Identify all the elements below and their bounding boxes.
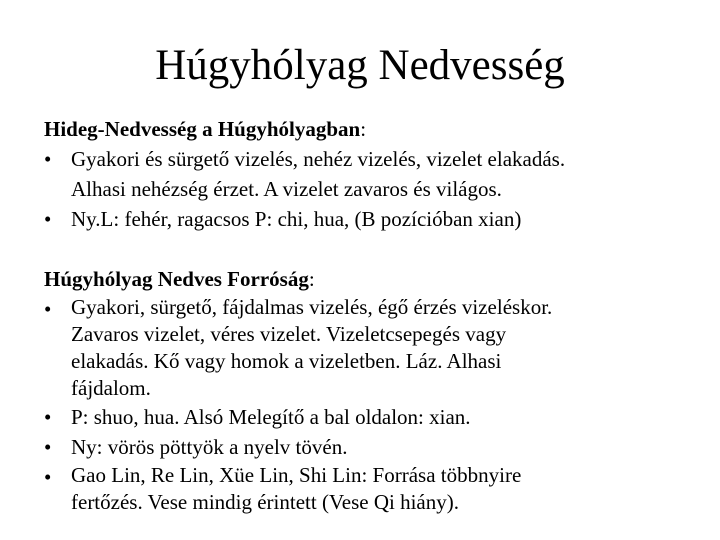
bullet-line: Ny.L: fehér, ragacsos P: chi, hua, (B pozícióban xian)	[71, 207, 522, 231]
bullet-line: fájdalom.	[71, 376, 151, 400]
section-heading	[44, 114, 704, 144]
slide-content	[44, 114, 704, 516]
bullet-line: Gyakori, sürgető, fájdalmas vizelés, égő érzés vizeléskor.	[71, 295, 553, 319]
bullet-item	[44, 462, 704, 516]
bullet-list	[44, 294, 704, 516]
bullet-line: Gyakori és sürgető vizelés, nehéz vizelés, vizelet elakadás.	[71, 147, 566, 171]
section-heading-colon: :	[308, 267, 315, 291]
bullet-icon: •	[44, 405, 52, 429]
section-heading-text: Húgyhólyag Nedves Forróság	[44, 267, 309, 291]
section-heading-text: Hideg-Nedvesség a Húgyhólyagban	[44, 117, 361, 141]
bullet-icon: •	[44, 465, 52, 489]
bullet-line: P: shuo, hua. Alsó Melegítő a bal oldalon: xian.	[71, 405, 471, 429]
bullet-line: Zavaros vizelet, véres vizelet. Vizeletcsepegés vagy	[71, 322, 507, 346]
bullet-icon: •	[44, 435, 52, 459]
bullet-item	[44, 294, 704, 402]
section-damp-heat	[44, 264, 704, 516]
bullet-icon: •	[44, 147, 52, 171]
section-heading-colon: :	[360, 117, 367, 141]
bullet-item	[44, 402, 704, 432]
section-cold-dampness	[44, 114, 704, 234]
bullet-icon: •	[44, 207, 52, 231]
bullet-item	[44, 144, 704, 204]
bullet-list	[44, 144, 704, 234]
bullet-icon: •	[44, 297, 52, 321]
slide-title: Húgyhólyag Nedvesség	[155, 42, 565, 89]
section-heading	[44, 264, 704, 294]
bullet-line: fertőzés. Vese mindig érintett (Vese Qi hiány).	[71, 490, 459, 514]
bullet-item	[44, 432, 704, 462]
bullet-line: elakadás. Kő vagy homok a vizeletben. Láz. Alhasi	[71, 349, 502, 373]
bullet-line: Alhasi nehézség érzet. A vizelet zavaros és világos.	[71, 177, 502, 201]
bullet-item	[44, 204, 704, 234]
bullet-line: Ny: vörös pöttyök a nyelv tövén.	[71, 435, 348, 459]
bullet-line: Gao Lin, Re Lin, Xüe Lin, Shi Lin: Forrása többnyire	[71, 463, 522, 487]
